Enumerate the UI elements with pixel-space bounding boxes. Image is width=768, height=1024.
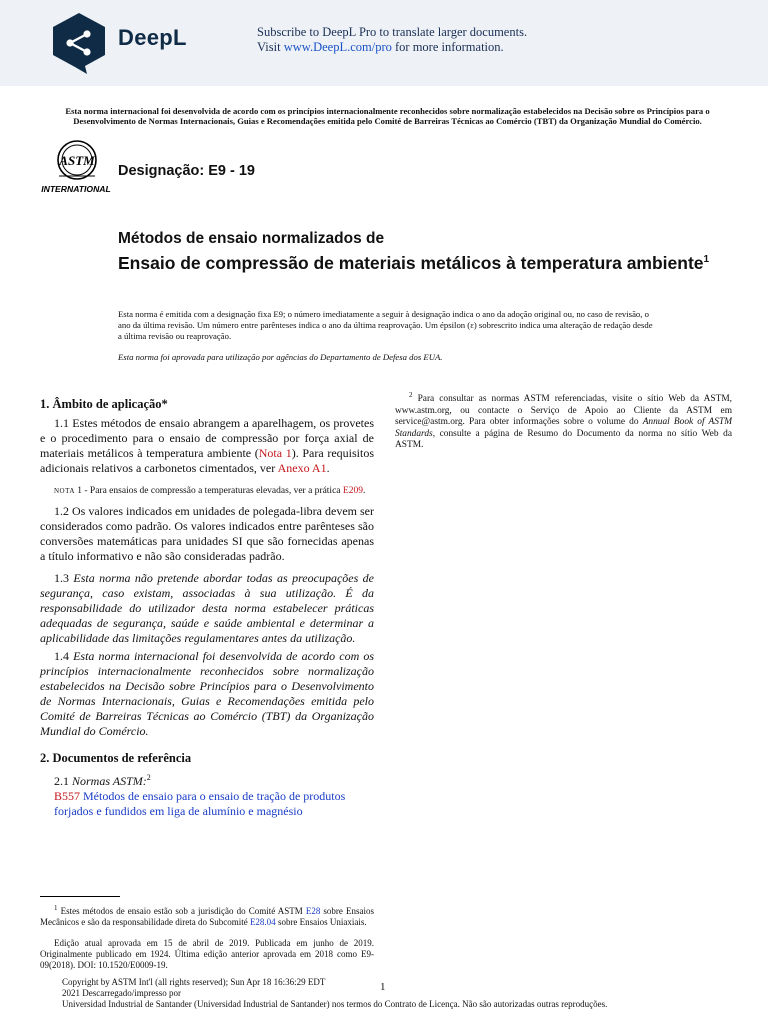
deepl-banner — [0, 0, 768, 86]
nota-text: 1 - Para ensaios de compressão a temperaturas elevadas, ver a prática — [74, 486, 343, 496]
footnote-2-text-a: Para consultar as normas ASTM referenciadas, visite o sítio Web da ASTM, www.astm.org, ou contacte o Serviço de Apoio ao Cliente da ASTM em service@astm.org. Para obter informações sobre o volume do — [395, 394, 733, 428]
p21-footnote-mark: 2 — [146, 773, 151, 782]
footnote-divider — [40, 896, 120, 897]
page-number: 1 — [380, 981, 386, 993]
astm-international-text: INTERNATIONAL — [41, 184, 111, 194]
e28-link[interactable]: E28 — [305, 906, 321, 916]
promo-rest: for more information. — [391, 40, 504, 54]
copyright-line-2: Universidad Industrial de Santander (Universidad Industrial de Santander) nos termos do Contrato de Licença. Não são autorizadas outras reproduções. — [62, 999, 608, 1009]
promo-line-2 — [257, 40, 527, 55]
e28-04-link[interactable]: E28.04 — [249, 917, 276, 927]
footnote-2-text-b: , consulte a página de Resumo do Documento da norma no sítio Web da ASTM. — [395, 428, 732, 451]
tbt-note: Esta norma internacional foi desenvolvida de acordo com os princípios internacionalmente reconhecidos sobre normalização estabelecidos na Decisão sobre os Princípios para o Desenvolvimento de Normas Internacionais, Guias e Recomendações emitida pelo Comité de Barreiras Técnicas ao Comércio (TBT) da Organização Mundial do Comércio. — [65, 106, 710, 126]
document-title — [118, 229, 738, 274]
left-column — [40, 397, 374, 819]
p21-text: Normas ASTM: — [72, 774, 147, 788]
astm-logo — [41, 138, 111, 196]
footnote-1 — [40, 903, 374, 928]
nota-end: . — [362, 486, 366, 496]
p3-number: 1.3 — [54, 571, 74, 585]
reference-b557 — [40, 789, 374, 819]
promo-text — [257, 25, 527, 55]
footnote-2-italic: Annual Book of ASTM Standards — [395, 417, 732, 439]
e209-link[interactable]: E209 — [342, 486, 363, 496]
deepl-logo-icon — [49, 11, 109, 75]
p4-number: 1.4 — [54, 649, 74, 663]
title-footnote-mark: 1 — [703, 254, 710, 265]
deepl-pro-link[interactable]: www.DeepL.com/pro — [283, 40, 392, 54]
footnote-1-text-a: Estes métodos de ensaio estão sob a jurisdição do Comité ASTM — [60, 906, 306, 916]
p1-text-c: . — [326, 461, 330, 475]
paragraph-1-3 — [40, 571, 374, 646]
b557-title-link[interactable]: Métodos de ensaio para o ensaio de tração de produtos forjados e fundidos em liga de alumínio e magnésio — [54, 789, 346, 818]
footnote-1-text-b: sobre Ensaios Mecânicos e são da responsabilidade direta do Subcomité — [40, 906, 374, 927]
footnote-1-mark: 1 — [54, 904, 58, 912]
title-line-2 — [118, 249, 738, 274]
paragraph-2-1 — [40, 770, 374, 789]
nota-label: NOTA — [54, 487, 75, 495]
title-main: Ensaio de compressão de materiais metálicos à temperatura ambiente — [118, 252, 704, 273]
p1-text-a: 1.1 Estes métodos de ensaio abrangem a aparelhagem, os provetes e o procedimento para o ensaio de compressão por força axial de materiais metálicos à temperatura ambiente ( — [40, 416, 374, 460]
paragraph-1-2: 1.2 Os valores indicados em unidades de polegada-libra devem ser considerados como padrão. Os valores indicados entre parênteses são conversões matemáticas para unidades SI que são fornecidas apenas a título informativo e não são consideradas padrão. — [40, 504, 374, 563]
p3-text: Esta norma não pretende abordar todas as preocupações de segurança, caso existam, associadas à sua utilização. É da responsabilidade do utilizador desta norma estabelecer práticas adequadas de segurança, saúde e saúde ambiental e determinar a aplicabilidade das limitações regulamentares antes da utilização. — [40, 571, 375, 645]
paragraph-1-1 — [40, 416, 374, 476]
p21-number: 2.1 — [54, 774, 72, 788]
title-line-1: Métodos de ensaio normalizados de — [118, 230, 385, 247]
copyright-line-1: Copyright by ASTM Int'l (all rights reserved); Sun Apr 18 16:36:29 EDT 2021 Descarregado/impresso por — [62, 977, 326, 998]
p1-text-b: ). Para requisitos adicionais relativos a carbonetos cimentados, ver — [40, 446, 374, 475]
anexo-a1-link[interactable]: Anexo A1 — [277, 461, 327, 475]
footnote-2-mark: 2 — [409, 391, 413, 399]
promo-visit: Visit — [257, 40, 284, 54]
deepl-brand-name: DeepL — [118, 25, 187, 50]
footnote-1-text-c: sobre Ensaios Uniaxiais. — [275, 917, 367, 927]
designation: Designação: E9 - 19 — [118, 163, 255, 179]
paragraph-1-4 — [40, 649, 374, 739]
promo-line-1: Subscribe to DeepL Pro to translate larger documents. — [257, 25, 528, 39]
svg-text:ASTM: ASTM — [59, 153, 95, 168]
edition-note: Edição atual aprovada em 15 de abril de 2019. Publicada em junho de 2019. Originalmente publicado em 1924. Última edição anterior aprovada em 2018 como E9-09(2018). DOI: 10.1520/E0009-19. — [40, 938, 374, 970]
nota-1-link[interactable]: Nota 1 — [258, 446, 292, 460]
nota-1 — [40, 485, 374, 497]
p4-text: Esta norma internacional foi desenvolvida de acordo com os princípios internacionalmente reconhecidos sobre normalização estabelecidos na Decisão sobre Princípios para o Desenvolvimento de Normas Internacionais, Guias e Recomendações emitida pelo Comité de Barreiras Técnicas ao Comércio (TBT) da Organização Mundial do Comércio. — [40, 649, 374, 738]
dod-approval-note: Esta norma foi aprovada para utilização por agências do Departamento de Defesa dos EUA. — [118, 352, 443, 362]
b557-code-link[interactable]: B557 — [54, 789, 81, 803]
section-2-heading: 2. Documentos de referência — [40, 751, 192, 765]
footnote-2 — [395, 390, 732, 452]
designation-note: Esta norma é emitida com a designação fixa E9; o número imediatamente a seguir à designação indica o ano da adoção original ou, no caso de revisão, o ano da última revisão. Um número entre parênteses indica o ano da última reaprovação. Um épsilon (ε) sobrescrito indica uma alteração de redação desde a última revisão ou reaprovação. — [118, 309, 653, 341]
section-1-heading: 1. Âmbito de aplicação* — [40, 397, 168, 411]
